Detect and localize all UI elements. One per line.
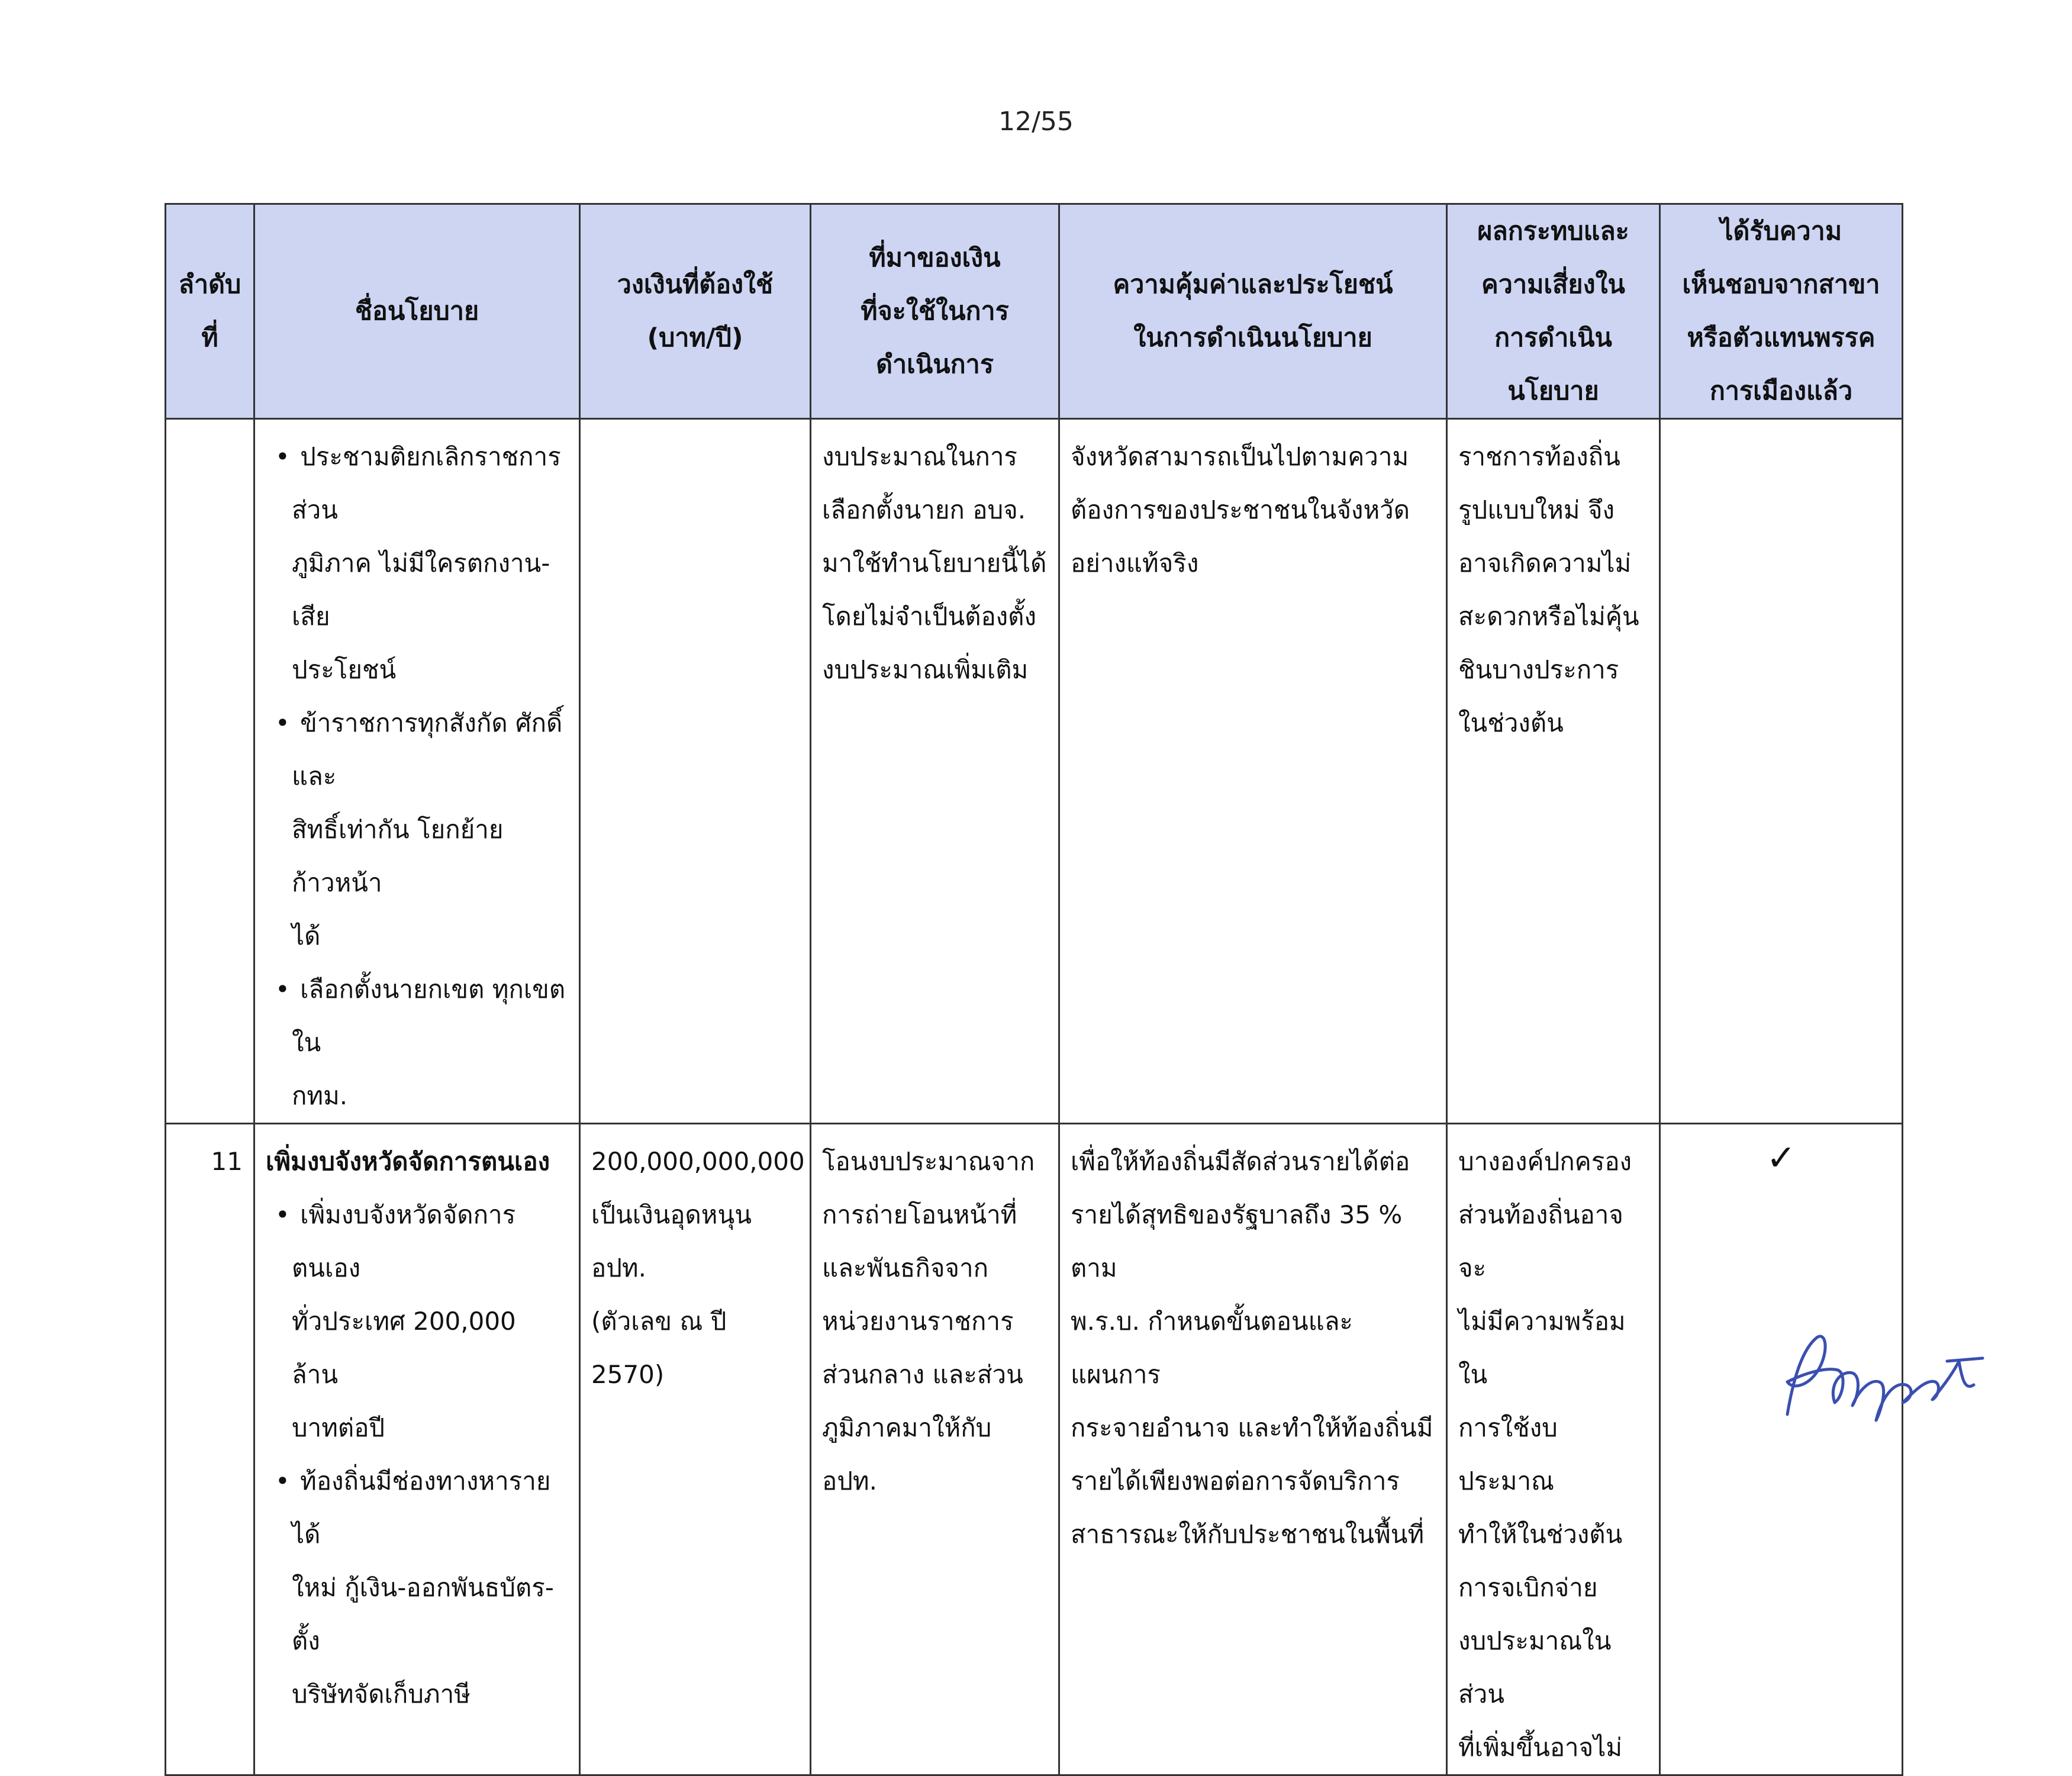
table-row (166, 419, 1903, 1124)
benefit-cell: เพื่อให้ท้องถิ่นมีสัดส่วนรายได้ต่อ รายได้สุทธิของรัฐบาลถึง 35 % ตาม พ.ร.บ. กำหนดขั้นตอนและแผนการ กระจายอำนาจ และทำให้ท้องถิ่นมี รายได้เพียงพอต่อการจัดบริการ สาธารณะให้กับประชาชนในพื้นที่ (1059, 1124, 1447, 1775)
policy-name-cell (254, 419, 580, 1124)
approval-cell (1660, 419, 1903, 1124)
header-fund-source: ที่มาของเงิน ที่จะใช้ในการ ดำเนินการ (811, 204, 1059, 419)
policy-name-cell (254, 1124, 580, 1775)
list-item: • ข้าราชการทุกสังกัด ศักดิ์และ สิทธิ์เท่ากัน โยกย้ายก้าวหน้า ได้ (266, 697, 568, 963)
header-no: ลำดับ ที่ (166, 204, 254, 419)
page-number: 12/55 (998, 107, 1074, 137)
approval-cell (1660, 1124, 1903, 1775)
list-item: • ประชามติยกเลิกราชการส่วน ภูมิภาค ไม่มีใครตกงาน-เสีย ประโยชน์ (266, 430, 568, 697)
row-number (166, 419, 254, 1124)
header-row (166, 204, 1903, 419)
fund-source-cell: โอนงบประมาณจาก การถ่ายโอนหน้าที่ และพันธกิจจาก หน่วยงานราชการ ส่วนกลาง และส่วน ภูมิภาคมาให้กับ อปท. (811, 1124, 1059, 1775)
policy-table (165, 203, 1903, 1776)
policy-title: เพิ่มงบจังหวัดจัดการตนเอง (266, 1147, 550, 1176)
header-budget: วงเงินที่ต้องใช้ (บาท/ปี) (580, 204, 811, 419)
signature (1770, 1326, 1994, 1429)
checkmark-icon: ✓ (1766, 1137, 1796, 1179)
list-item: • เพิ่มงบจังหวัดจัดการตนเอง ทั่วประเทศ 200,000 ล้าน บาทต่อปี (266, 1188, 568, 1455)
benefit-cell: จังหวัดสามารถเป็นไปตามความ ต้องการของประชาชนในจังหวัด อย่างแท้จริง (1059, 419, 1447, 1124)
row-number: 11 (166, 1124, 254, 1775)
list-item: • เลือกตั้งนายกเขต ทุกเขตใน กทม. (266, 963, 568, 1123)
header-benefit: ความคุ้มค่าและประโยชน์ ในการดำเนินนโยบาย (1059, 204, 1447, 419)
header-impact-risk: ผลกระทบและ ความเสี่ยงใน การดำเนิน นโยบาย (1447, 204, 1660, 419)
table-row (166, 1124, 1903, 1775)
fund-source-cell: งบประมาณในการ เลือกตั้งนายก อบจ. มาใช้ทำนโยบายนี้ได้ โดยไม่จำเป็นต้องตั้ง งบประมาณเพิ่มเติม (811, 419, 1059, 1124)
list-item: • ท้องถิ่นมีช่องทางหารายได้ ใหม่ กู้เงิน-ออกพันธบัตร-ตั้ง บริษัทจัดเก็บภาษี (266, 1455, 568, 1721)
signature-scribble-icon (1770, 1326, 1994, 1426)
budget-cell (580, 419, 811, 1124)
impact-cell: บางองค์ปกครอง ส่วนท้องถิ่นอาจจะ ไม่มีความพร้อมใน การใช้งบประมาณ ทำให้ในช่วงต้น การจเบิกจ่าย งบประมาณในส่วน ที่เพิ่มขึ้นอาจไม่ (1447, 1124, 1660, 1775)
header-policy-name: ชื่อนโยบาย (254, 204, 580, 419)
budget-cell: 200,000,000,000 เป็นเงินอุดหนุน อปท. (ตัวเลข ณ ปี 2570) (580, 1124, 811, 1775)
header-approval: ได้รับความ เห็นชอบจากสาขา หรือตัวแทนพรรค การเมืองแล้ว (1660, 204, 1903, 419)
impact-cell: ราชการท้องถิ่น รูปแบบใหม่ จึง อาจเกิดความไม่ สะดวกหรือไม่คุ้น ชินบางประการ ในช่วงต้น (1447, 419, 1660, 1124)
